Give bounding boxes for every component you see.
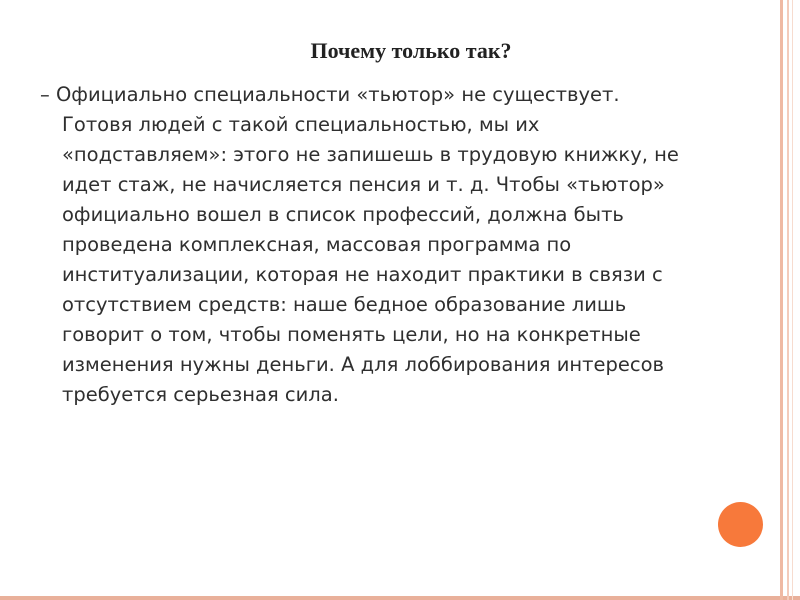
body-line: Готовя людей с такой специальностью, мы их	[62, 113, 540, 136]
slide-title: Почему только так?	[310, 38, 512, 63]
slide-frame-right-line	[792, 0, 793, 600]
body-line: говорит о том, чтобы поменять цели, но на конкретные	[62, 323, 641, 346]
slide-frame-right-line	[780, 0, 783, 600]
body-line: отсутствием средств: наше бедное образование лишь	[62, 293, 627, 316]
slide-frame-bottom	[0, 596, 800, 600]
body-line: институализации, которая не находит практики в связи с	[62, 263, 663, 286]
body-line: проведена комплексная, массовая программа по	[62, 233, 572, 256]
body-line: идет стаж, не начисляется пенсия и т. д. Чтобы «тьютор»	[62, 173, 665, 196]
body-line: «подставляем»: этого не запишешь в трудовую книжку, не	[62, 143, 679, 166]
body-line: требуется серьезная сила.	[62, 383, 339, 406]
body-line: изменения нужны деньги. А для лоббирования интересов	[62, 353, 665, 376]
body-line: официально вошел в список профессий, должна быть	[62, 203, 624, 226]
slide-frame-right-line	[787, 0, 789, 600]
slide-body-text	[40, 80, 740, 410]
body-line: – Официально специальности «тьютор» не существует.	[40, 83, 620, 106]
decorative-circle-icon	[718, 502, 763, 547]
